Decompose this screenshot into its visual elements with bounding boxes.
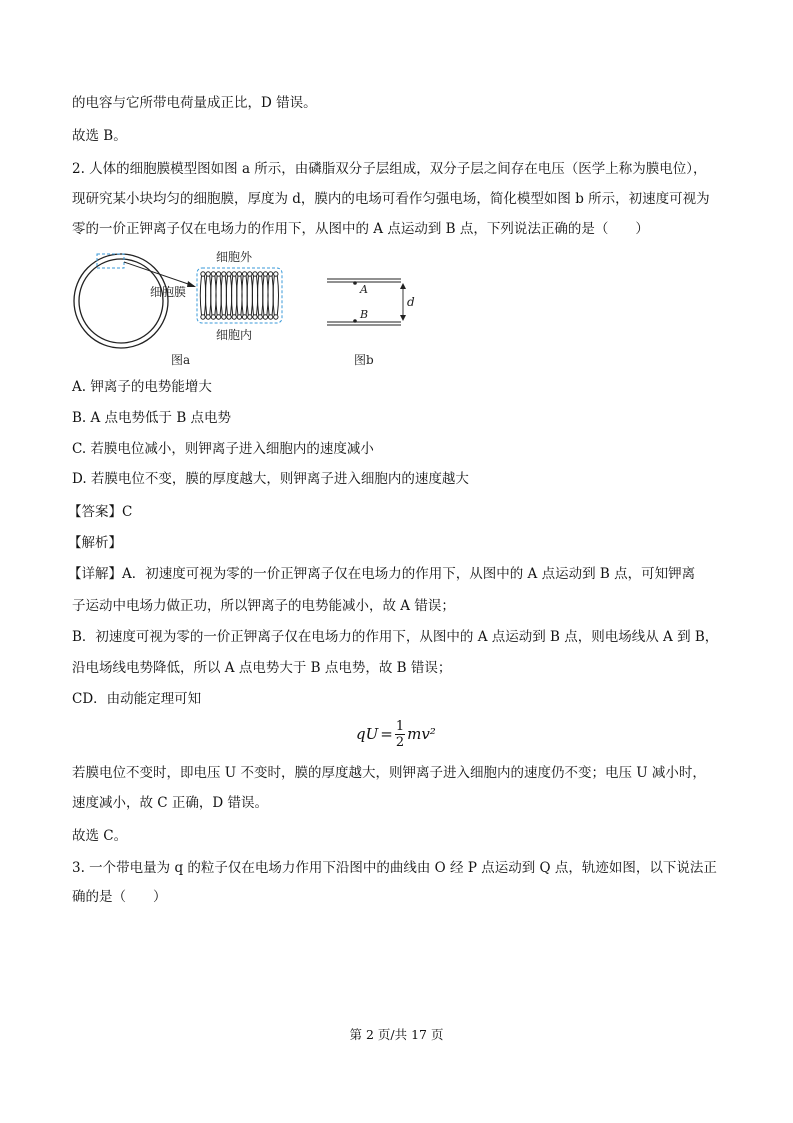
- lipid-head: [253, 272, 257, 276]
- formula-fraction: [395, 719, 405, 750]
- lipid-head: [274, 315, 278, 319]
- lipid-tail: [211, 276, 216, 315]
- phospholipid-bilayer: [200, 272, 278, 319]
- fraction-numerator: 1: [395, 718, 405, 734]
- lipid-head: [232, 272, 236, 276]
- lipid-tail: [200, 276, 205, 315]
- text-line: 故选 B。: [72, 128, 127, 144]
- label-cell-inside: 细胞内: [216, 328, 253, 342]
- lipid-head: [274, 272, 278, 276]
- detail-line: 沿电场线电势降低，所以 A 点电势大于 B 点电势，故 B 错误；: [72, 660, 452, 676]
- analysis-label: 【解析】: [68, 535, 122, 551]
- lipid-head: [268, 272, 272, 276]
- option-d: D. 若膜电位不变，膜的厚度越大，则钾离子进入细胞内的速度越大: [72, 471, 469, 487]
- question-2-line: 零的一价正钾离子仅在电场力的作用下，从图中的 A 点运动到 B 点，下列说法正确的是（ ）: [72, 221, 649, 237]
- text-line: 的电容与它所带电荷量成正比，D 错误。: [72, 95, 317, 111]
- detail-line: 故选 C。: [72, 828, 128, 844]
- lipid-head: [248, 315, 252, 319]
- fraction-denominator: 2: [395, 734, 405, 750]
- lipid-tail: [232, 276, 237, 315]
- label-thickness-d: d: [407, 295, 415, 309]
- detail-line: 若膜电位不变时，即电压 U 不变时，膜的厚度越大，则钾离子进入细胞内的速度仍不变；电压 U 减小时，: [72, 765, 706, 781]
- question-3-line: 确的是（ ）: [72, 889, 167, 905]
- lipid-head: [211, 272, 215, 276]
- lipid-head: [216, 272, 220, 276]
- option-a: A. 钾离子的电势能增大: [72, 379, 212, 395]
- lipid-tail: [206, 276, 211, 315]
- lipid-head: [237, 272, 241, 276]
- option-b: B. A 点电势低于 B 点电势: [72, 410, 232, 426]
- lipid-head: [258, 272, 262, 276]
- detail-line: 【详解】A．初速度可视为零的一价正钾离子仅在电场力的作用下，从图中的 A 点运动到 B 点，可知钾离: [68, 566, 696, 582]
- lipid-head: [222, 272, 226, 276]
- lipid-head: [248, 272, 252, 276]
- label-cell-outside: 细胞外: [216, 250, 253, 264]
- lipid-head: [237, 315, 241, 319]
- label-point-b: B: [360, 308, 369, 321]
- lipid-head: [227, 272, 231, 276]
- kinetic-energy-formula: [356, 712, 436, 756]
- lipid-head: [222, 315, 226, 319]
- lipid-tail: [247, 276, 252, 315]
- lipid-tail: [242, 276, 247, 315]
- lipid-tail: [237, 276, 242, 315]
- answer-label: 【答案】C: [68, 504, 133, 520]
- lipid-tail: [216, 276, 221, 315]
- lipid-head: [227, 315, 231, 319]
- point-a-dot: [353, 281, 357, 285]
- lipid-tail: [263, 276, 268, 315]
- lipid-tail: [273, 276, 278, 315]
- lipid-head: [216, 315, 220, 319]
- lipid-head: [242, 272, 246, 276]
- lipid-head: [232, 315, 236, 319]
- figure-cell-membrane: [70, 248, 430, 370]
- lipid-head: [268, 315, 272, 319]
- lipid-head: [206, 272, 210, 276]
- lipid-head: [258, 315, 262, 319]
- formula-lhs: qU: [356, 725, 379, 743]
- lipid-head: [211, 315, 215, 319]
- lipid-head: [201, 315, 205, 319]
- dimension-arrow-top: [400, 283, 406, 289]
- cell-inner-circle: [79, 259, 163, 343]
- lipid-tail: [268, 276, 273, 315]
- lipid-head: [242, 315, 246, 319]
- lipid-head: [263, 272, 267, 276]
- question-2-line: 现研究某小块均匀的细胞膜，厚度为 d，膜内的电场可看作匀强电场，简化模型如图 b 所示，初速度可视为: [72, 191, 710, 207]
- lipid-tail: [258, 276, 263, 315]
- caption-figure-b: 图b: [354, 353, 374, 367]
- page-footer: 第 2 页/共 17 页: [349, 1027, 444, 1042]
- lipid-head: [253, 315, 257, 319]
- lipid-head: [263, 315, 267, 319]
- point-b-dot: [353, 319, 357, 323]
- option-c: C. 若膜电位减小，则钾离子进入细胞内的速度减小: [72, 441, 374, 457]
- question-2-line: 2. 人体的细胞膜模型图如图 a 所示，由磷脂双分子层组成，双分子层之间存在电压（医学上称为膜电位），: [72, 161, 707, 177]
- lipid-tail: [221, 276, 226, 315]
- detail-line: CD．由动能定理可知: [72, 691, 202, 707]
- lipid-tail: [226, 276, 231, 315]
- formula-rhs: mv²: [407, 725, 436, 743]
- label-point-a: A: [360, 283, 368, 296]
- dimension-arrow-bottom: [400, 315, 406, 321]
- detail-line: B．初速度可视为零的一价正钾离子仅在电场力的作用下，从图中的 A 点运动到 B 点，则电场线从 A 到 B，: [72, 629, 719, 645]
- zoom-arrowhead: [187, 281, 196, 287]
- caption-figure-a: 图a: [171, 353, 191, 367]
- cell-outer-circle: [74, 254, 168, 348]
- formula-equals: =: [380, 725, 393, 743]
- detail-line: 速度减小，故 C 正确，D 错误。: [72, 795, 269, 811]
- lipid-head: [201, 272, 205, 276]
- question-3-line: 3. 一个带电量为 q 的粒子仅在电场力作用下沿图中的曲线由 O 经 P 点运动到 Q 点，轨迹如图，以下说法正: [72, 860, 717, 876]
- detail-line: 子运动中电场力做正功，所以钾离子的电势能减小，故 A 错误；: [72, 598, 455, 614]
- lipid-head: [206, 315, 210, 319]
- label-cell-membrane: 细胞膜: [150, 285, 187, 299]
- lipid-tail: [252, 276, 257, 315]
